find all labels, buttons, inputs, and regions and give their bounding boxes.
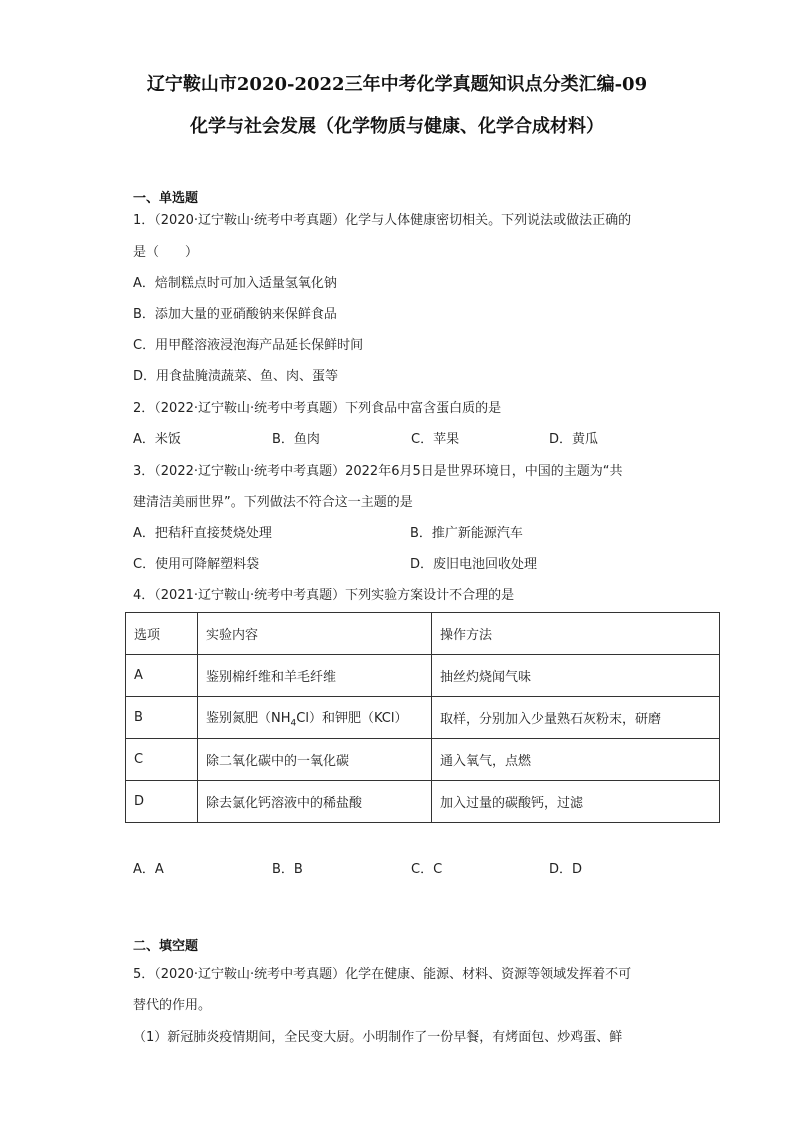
question-2-option-b: B．鱼肉 [272, 432, 320, 447]
table-cell-content [198, 697, 432, 739]
document-title-line-1: 辽宁鞍山市2020-2022三年中考化学真题知识点分类汇编-09 [146, 74, 648, 95]
content-text-before-subscript: 鉴别氮肥（NH [206, 710, 291, 726]
table-row [126, 781, 720, 823]
table-header-method: 操作方法 [432, 613, 720, 655]
question-3-option-a: A．把秸秆直接焚烧处理 [133, 526, 272, 541]
question-3-option-b: B．推广新能源汽车 [410, 526, 523, 541]
question-1-option-b: B．添加大量的亚硝酸钠来保鲜食品 [133, 307, 337, 322]
table-header-option: 选项 [126, 613, 198, 655]
table-cell-method: 加入过量的碳酸钙，过滤 [432, 781, 720, 823]
section-heading-single-choice: 一、单选题 [133, 191, 199, 206]
table-header-content: 实验内容 [198, 613, 432, 655]
question-4-option-a: A．A [133, 862, 164, 877]
question-4-option-d: D．D [549, 862, 583, 877]
question-4-stem: 4．（2021·辽宁鞍山·统考中考真题）下列实验方案设计不合理的是 [133, 588, 515, 603]
question-5-subquestion-1: （1）新冠肺炎疫情期间，全民变大厨。小明制作了一份早餐，有烤面包、炒鸡蛋、鲜 [133, 1030, 623, 1045]
question-2-option-d: D．黄瓜 [549, 432, 599, 447]
question-3-option-c: C．使用可降解塑料袋 [133, 557, 260, 572]
table-cell-option: B [126, 697, 198, 739]
table-cell-method: 抽丝灼烧闻气味 [432, 655, 720, 697]
table-cell-content: 除去氯化钙溶液中的稀盐酸 [198, 781, 432, 823]
question-1-option-c: C．用甲醛溶液浸泡海产品延长保鲜时间 [133, 338, 364, 353]
question-3-stem-line-1: 3．（2022·辽宁鞍山·统考中考真题）2022年6月5日是世界环境日，中国的主题为“共 [133, 464, 623, 479]
document-title-line-2: 化学与社会发展（化学物质与健康、化学合成材料） [190, 116, 604, 137]
question-5-stem-line-2: 替代的作用。 [133, 998, 212, 1013]
question-3-option-d: D．废旧电池回收处理 [410, 557, 538, 572]
table-cell-option: C [126, 739, 198, 781]
table-row [126, 655, 720, 697]
table-row [126, 697, 720, 739]
table-cell-method: 取样，分别加入少量熟石灰粉末，研磨 [432, 697, 720, 739]
table-row [126, 739, 720, 781]
table-cell-content: 鉴别棉纤维和羊毛纤维 [198, 655, 432, 697]
question-1-option-d: D．用食盐腌渍蔬菜、鱼、肉、蛋等 [133, 369, 339, 384]
table-cell-content: 除二氧化碳中的一氧化碳 [198, 739, 432, 781]
content-text-after-subscript: Cl）和钾肥（KCl） [296, 710, 408, 726]
question-1-stem-line-1: 1．（2020·辽宁鞍山·统考中考真题）化学与人体健康密切相关。下列说法或做法正确的 [133, 213, 632, 228]
question-2-option-a: A．米饭 [133, 432, 181, 447]
question-4-option-b: B．B [272, 862, 303, 877]
table-cell-option: A [126, 655, 198, 697]
section-heading-fill-blank: 二、填空题 [133, 939, 199, 954]
table-cell-method: 通入氧气，点燃 [432, 739, 720, 781]
table-header-row [126, 613, 720, 655]
table-cell-option: D [126, 781, 198, 823]
question-2-stem: 2．（2022·辽宁鞍山·统考中考真题）下列食品中富含蛋白质的是 [133, 401, 502, 416]
question-1-stem-line-2: 是（ ） [133, 245, 199, 260]
question-2-option-c: C．苹果 [411, 432, 460, 447]
question-1-option-a: A．焙制糕点时可加入适量氢氧化钠 [133, 276, 337, 291]
experiment-table [125, 612, 720, 823]
question-4-option-c: C．C [411, 862, 443, 877]
subscript-four: 4 [290, 718, 297, 729]
question-3-stem-line-2: 建清洁美丽世界”。下列做法不符合这一主题的是 [133, 495, 413, 510]
question-5-stem-line-1: 5．（2020·辽宁鞍山·统考中考真题）化学在健康、能源、材料、资源等领域发挥着不可 [133, 967, 632, 982]
